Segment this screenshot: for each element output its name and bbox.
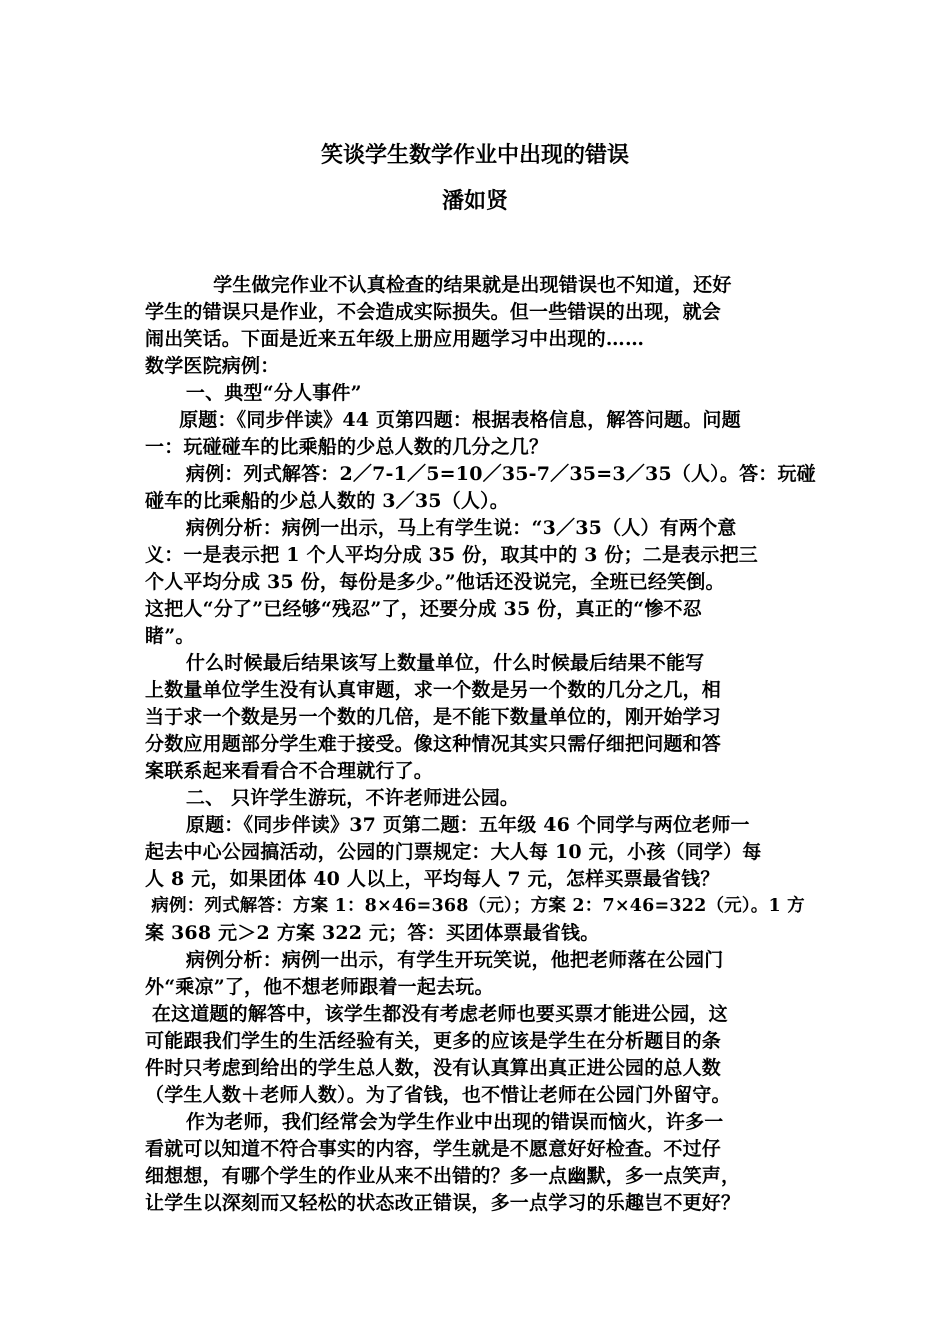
document-title: 笑谈学生数学作业中出现的错误 (320, 142, 629, 168)
body-text-line: 这把人“分了”已经够“残忍”了，还要分成 35 份，真正的“惨不忍 (145, 598, 702, 620)
body-text-line: 件时只考虑到给出的学生总人数，没有认真算出真正进公园的总人数 (145, 1057, 722, 1079)
body-text-line: 当于求一个数是另一个数的几倍，是不能下数量单位的，刚开始学习 (145, 706, 722, 728)
body-text-line: 一：玩碰碰车的比乘船的少总人数的几分之几？ (145, 436, 549, 458)
body-text-line: 学生的错误只是作业，不会造成实际损失。但一些错误的出现，就会 (145, 301, 722, 323)
body-text-line: 上数量单位学生没有认真审题，求一个数是另一个数的几分之几，相 (145, 679, 722, 701)
body-text-line: 病例：列式解答：方案 1：8×46=368（元）；方案 2：7×46=322（元）。1 方 (145, 896, 805, 916)
body-text-line: 病例分析：病例一出示，马上有学生说：“3／35（人）有两个意 (145, 517, 737, 539)
body-text-line: 在这道题的解答中，该学生都没有考虑老师也要买票才能进公园，这 (145, 1003, 728, 1025)
body-text-line: 病例：列式解答：2／7-1／5=10／35-7／35=3／35（人）。答：玩碰 (145, 463, 816, 485)
body-text-line: 人 8 元，如果团体 40 人以上，平均每人 7 元，怎样买票最省钱？ (145, 868, 720, 890)
body-text-line: 分数应用题部分学生难于接受。像这种情况其实只需仔细把问题和答 (145, 733, 722, 755)
body-text-line: 看就可以知道不符合事实的内容，学生就是不愿意好好检查。不过仔 (145, 1138, 722, 1160)
body-text-line: 数学医院病例： (145, 355, 280, 377)
body-text-line: 什么时候最后结果该写上数量单位，什么时候最后结果不能写 (145, 652, 705, 674)
body-text-line: 原题：《同步伴读》44 页第四题：根据表格信息，解答问题。问题 (145, 409, 741, 431)
body-text-line: 案 368 元＞2 方案 322 元；答：买团体票最省钱。 (145, 922, 600, 944)
body-text-line: 一、典型“分人事件” (145, 382, 362, 404)
body-text-line: 细想想，有哪个学生的作业从来不出错的？多一点幽默，多一点笑声， (145, 1165, 741, 1187)
body-text-line: 案联系起来看看合不合理就行了。 (145, 760, 434, 782)
body-text-line: 可能跟我们学生的生活经验有关，更多的应该是学生在分析题目的条 (145, 1030, 722, 1052)
body-text-line: 义：一是表示把 1 个人平均分成 35 份，取其中的 3 份；二是表示把三 (145, 544, 758, 566)
body-text-line: 睹”。 (145, 625, 195, 647)
body-text-line: 病例分析：病例一出示，有学生开玩笑说，他把老师落在公园门 (145, 949, 724, 971)
body-text-line: 起去中心公园搞活动，公园的门票规定：大人每 10 元，小孩（同学）每 (145, 841, 762, 863)
body-text-line: 学生做完作业不认真检查的结果就是出现错误也不知道，还好 (145, 274, 732, 296)
body-text-line: 二、 只许学生游玩，不许老师进公园。 (145, 787, 520, 809)
body-text-line: 作为老师，我们经常会为学生作业中出现的错误而恼火，许多一 (145, 1111, 724, 1133)
body-text-line: （学生人数＋老师人数）。为了省钱，也不惜让老师在公园门外留守。 (145, 1084, 731, 1106)
document-author: 潘如贤 (441, 188, 508, 214)
body-text-line: 让学生以深刻而又轻松的状态改正错误，多一点学习的乐趣岂不更好？ (145, 1192, 741, 1214)
body-text-line: 闹出笑话。下面是近来五年级上册应用题学习中出现的…… (145, 328, 645, 350)
body-text-line: 外“乘凉”了，他不想老师跟着一起去玩。 (145, 976, 494, 998)
document-body (145, 272, 820, 1217)
body-text-line: 碰车的比乘船的少总人数的 3／35（人）。 (145, 490, 509, 512)
body-text-line: 个人平均分成 35 份，每份是多少。”他话还没说完，全班已经笑倒。 (145, 571, 725, 593)
body-text-line: 原题：《同步伴读》37 页第二题：五年级 46 个同学与两位老师一 (145, 814, 750, 836)
